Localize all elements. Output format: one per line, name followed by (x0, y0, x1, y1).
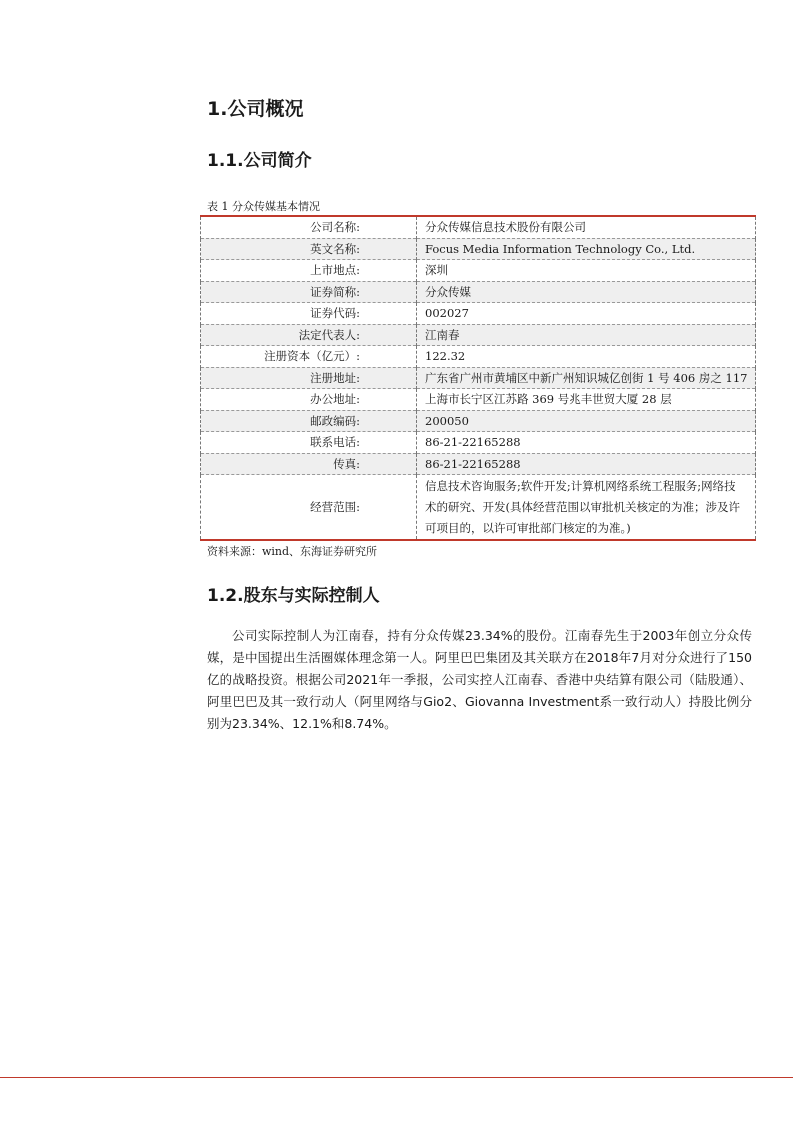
row-value: 上海市长宁区江苏路 369 号兆丰世贸大厦 28 层 (417, 389, 756, 411)
row-value: 122.32 (417, 346, 756, 368)
table-row (201, 346, 756, 368)
row-label: 上市地点: (201, 260, 417, 282)
table-row (201, 260, 756, 282)
row-label: 传真: (201, 453, 417, 475)
table-row (201, 238, 756, 260)
table-row (201, 389, 756, 411)
table-row (201, 303, 756, 325)
body-paragraph: 公司实际控制人为江南春，持有分众传媒23.34%的股份。江南春先生于2003年创立分众传媒，是中国提出生活圈媒体理念第一人。阿里巴巴集团及其关联方在2018年7月对分众进行了150亿的战略投资。根据公司2021年一季报，公司实控人江南春、香港中央结算有限公司（陆股通）、阿里巴巴及其一致行动人（阿里网络与Gio2、Giovanna Investment系一致行动人）持股比例分别为23.34%、12.1%和8.74%。 (207, 628, 752, 731)
row-value: 002027 (417, 303, 756, 325)
table-row (201, 324, 756, 346)
row-value: 86-21-22165288 (417, 432, 756, 454)
table-row (201, 453, 756, 475)
table-row (201, 432, 756, 454)
table-row (201, 281, 756, 303)
table-source-note: 资料来源：wind、东海证券研究所 (207, 545, 378, 558)
table-caption: 表 1 分众传媒基本情况 (207, 200, 320, 213)
table-row (201, 410, 756, 432)
subsection-heading-company-profile: 1.1.公司简介 (207, 151, 312, 171)
row-value: 分众传媒信息技术股份有限公司 (417, 216, 756, 238)
row-label: 证券代码: (201, 303, 417, 325)
table-row (201, 216, 756, 238)
row-value: 江南春 (417, 324, 756, 346)
row-label: 邮政编码: (201, 410, 417, 432)
row-label: 联系电话: (201, 432, 417, 454)
footer-divider (0, 1077, 793, 1078)
row-label: 英文名称: (201, 238, 417, 260)
row-value: Focus Media Information Technology Co., Ltd. (417, 238, 756, 260)
table-row (201, 475, 756, 541)
row-value: 深圳 (417, 260, 756, 282)
row-value: 广东省广州市黄埔区中新广州知识城亿创街 1 号 406 房之 117 (417, 367, 756, 389)
row-label: 办公地址: (201, 389, 417, 411)
row-label: 经营范围: (201, 475, 417, 541)
company-info-table (200, 215, 756, 541)
row-value: 200050 (417, 410, 756, 432)
row-value: 分众传媒 (417, 281, 756, 303)
row-label: 注册资本（亿元）: (201, 346, 417, 368)
row-label: 公司名称: (201, 216, 417, 238)
row-label: 法定代表人: (201, 324, 417, 346)
row-label: 证券简称: (201, 281, 417, 303)
subsection-heading-shareholders: 1.2.股东与实际控制人 (207, 586, 380, 606)
row-label: 注册地址: (201, 367, 417, 389)
row-value: 86-21-22165288 (417, 453, 756, 475)
row-value: 信息技术咨询服务;软件开发;计算机网络系统工程服务;网络技术的研究、开发(具体经营范围以审批机关核定的为准；涉及许可项目的，以许可审批部门核定的为准。) (417, 475, 756, 541)
table-row (201, 367, 756, 389)
section-heading-company-overview: 1.公司概况 (207, 98, 304, 120)
